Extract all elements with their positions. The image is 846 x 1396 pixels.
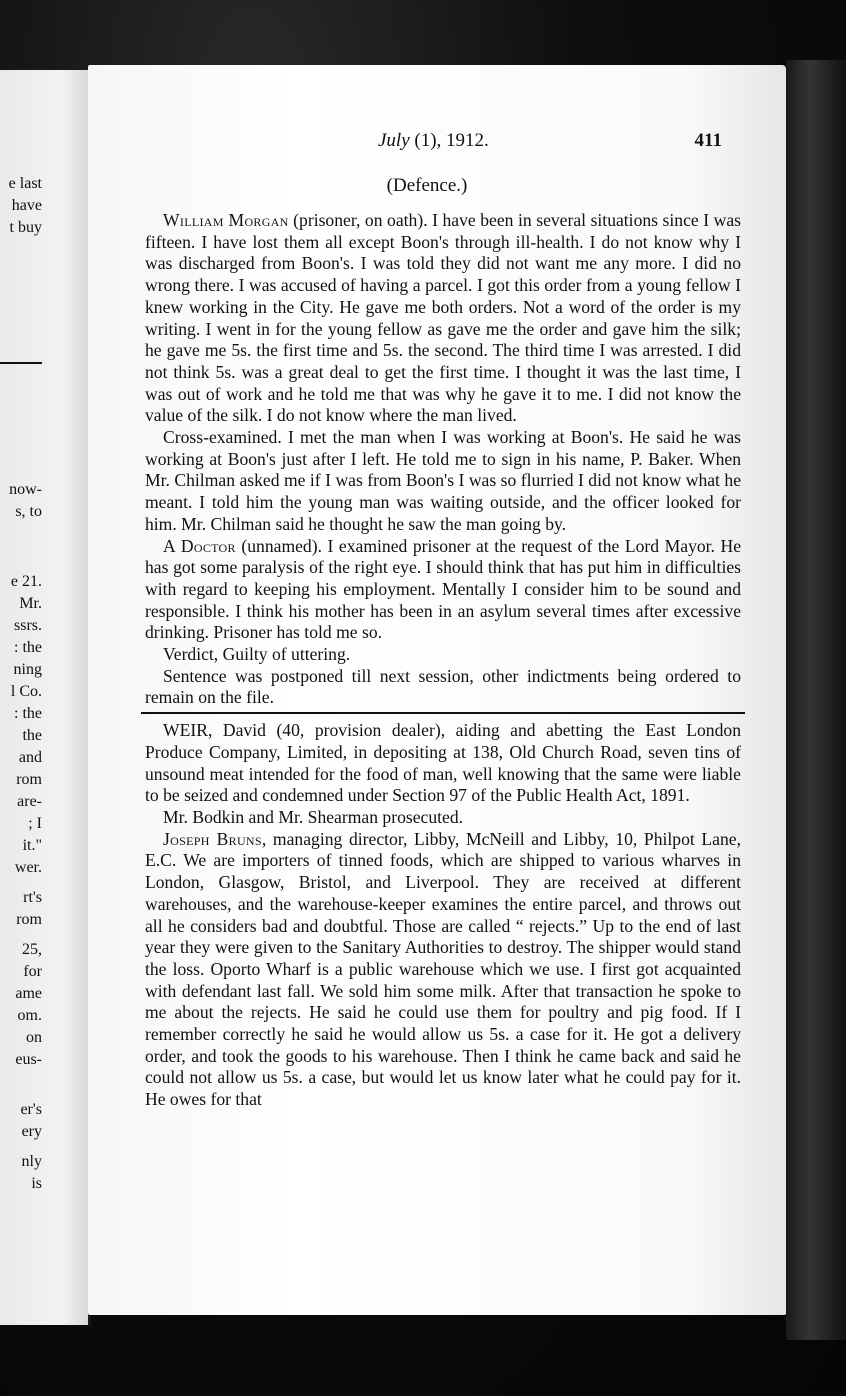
facing-page-fragment: e 21. <box>10 573 42 590</box>
facing-page-fragment: om. <box>17 1007 42 1024</box>
facing-page-fragment: er's <box>20 1101 42 1118</box>
facing-page-fragment: wer. <box>14 859 42 876</box>
facing-page-edge <box>0 70 91 1325</box>
speaker-name: A Doctor <box>163 535 236 556</box>
facing-page-fragment: l Co. <box>10 683 42 700</box>
paragraph-sentence: Sentence was postponed till next session, other indictments being ordered to remain on the file. <box>145 665 741 708</box>
speaker-name: William Morgan <box>163 210 289 230</box>
paragraph-morgan-testimony <box>145 210 741 427</box>
facing-page-fragment: ssrs. <box>13 617 42 634</box>
facing-page-fragment: now- <box>9 481 42 498</box>
facing-page-fragment: is <box>31 1175 42 1192</box>
running-head-date: (1), 1912. <box>409 130 489 151</box>
paragraph-doctor-testimony <box>145 536 741 645</box>
facing-page-fragment: have <box>11 197 42 214</box>
facing-page-fragment: for <box>23 963 42 980</box>
facing-page-fragment: are- <box>17 793 42 810</box>
paragraph-bruns-testimony <box>145 829 741 1111</box>
facing-page-fragment: ery <box>21 1123 42 1140</box>
facing-page-fragment: : the <box>14 639 42 656</box>
paragraph-cross-examination: Cross-examined. I met the man when I was working at Boon's. He said he was working at Boon's just after I left. He told me to sign in his name, P. Baker. When Mr. Chilman asked me if I was from Boon's I was so flurried I did not know what he meant. I told him the young man was waiting outside, and the officer looked for him. Mr. Chilman said he thought he saw the man going by. <box>145 427 741 534</box>
page-header <box>88 130 746 156</box>
paragraph-prosecution: Mr. Bodkin and Mr. Shearman prosecuted. <box>163 806 464 827</box>
speaker-name: Joseph Bruns <box>163 828 262 849</box>
section-title: (Defence.) <box>386 175 468 196</box>
case-divider <box>141 712 745 714</box>
facing-page-fragment: e last <box>8 175 42 192</box>
page-number: 411 <box>694 130 722 151</box>
page-body <box>145 210 741 1111</box>
facing-page-fragment: s, to <box>15 503 42 520</box>
facing-page-fragment: : the <box>14 705 42 722</box>
facing-page-fragment: it." <box>22 837 42 854</box>
facing-page-rule <box>0 362 42 364</box>
paragraph-weir-indictment: WEIR, David (40, provision dealer), aiding and abetting the East London Produce Company, Limited, in depositing at 138, Old Church Road, seven tins of unsound meat intended for the food of man, well knowing that the same were liable to be seized and condemned under Section 97 of the Public Health Act, 1891. <box>145 720 741 806</box>
paragraph-text: (prisoner, on oath). I have been in several situations since I was fifteen. I have lost them all except Boon's through ill-health. I do not know why I was discharged from Boon's. I was told they did not want me any more. I did no wrong there. I was accused of having a parcel. I got this order from a young fellow I knew working in the City. He gave me both orders. Not a word of the order is my writing. I went in for the young fellow as gave me the order and gave him the silk; he gave me 5s. the first time and 5s. the second. The third time I was arrested. I did not think 5s. was a great deal to get the first time. I thought it was the last time, I was out of work and he told me that was why he gave it to me. I did not know the value of the silk. I do not know where the man lived. <box>145 210 741 426</box>
page-stack-edge <box>786 60 846 1340</box>
facing-page-fragment: ame <box>15 985 42 1002</box>
facing-page-fragment: on <box>26 1029 42 1046</box>
facing-page-fragment: rt's <box>23 889 42 906</box>
facing-page-fragment: 25, <box>22 941 42 958</box>
running-head <box>378 130 489 152</box>
paragraph-verdict: Verdict, Guilty of uttering. <box>163 644 351 665</box>
facing-page-fragment: eus- <box>15 1051 42 1068</box>
facing-page-fragment: nly <box>21 1153 42 1170</box>
facing-page-fragment: ning <box>13 661 42 678</box>
paragraph-text: , managing director, Libby, McNeill and Libby, 10, Philpot Lane, E.C. We are importers of tinned foods, which are shipped to various wharves in London, Glasgow, Bristol, and Liverpool. They are received at different warehouses, and the warehouse-keeper examines the entire parcel, and throws out all he considers bad and doubtful. Those are called “ rejects.” Up to the end of last year they were given to the Sanitary Authorities to destroy. The shipper would stand the loss. Oporto Wharf is a public warehouse which we use. I first got acquainted with defendant last fall. We sold him some milk. After that transaction he spoke to me about the rejects. He said he could use them for poultry and pig food. If I remember correctly he said he would allow us 5s. a case for it. He got a delivery order, and took the goods to his warehouse. Then I think he came back and said he could not allow us 5s. a case, but would let us know later what he could pay for it. He owes for that <box>145 828 741 1110</box>
facing-page-fragment: rom <box>16 911 42 928</box>
facing-page-fragment: Mr. <box>19 595 42 612</box>
facing-page-fragment: and <box>18 749 42 766</box>
paragraph-text: (unnamed). I examined prisoner at the request of the Lord Mayor. He has got some paralysis of the right eye. I should think that has put him in difficulties with regard to keeping his employment. Mentally I consider him to be sound and responsible. I think his mother has been in an asylum several times after excessive drinking. Prisoner has told me so. <box>145 535 741 643</box>
facing-page-fragment: ; I <box>28 815 42 832</box>
facing-page-fragment: t buy <box>9 219 42 236</box>
facing-page-fragment: rom <box>16 771 42 788</box>
facing-page-fragment: the <box>22 727 42 744</box>
running-head-month: July <box>378 130 410 151</box>
